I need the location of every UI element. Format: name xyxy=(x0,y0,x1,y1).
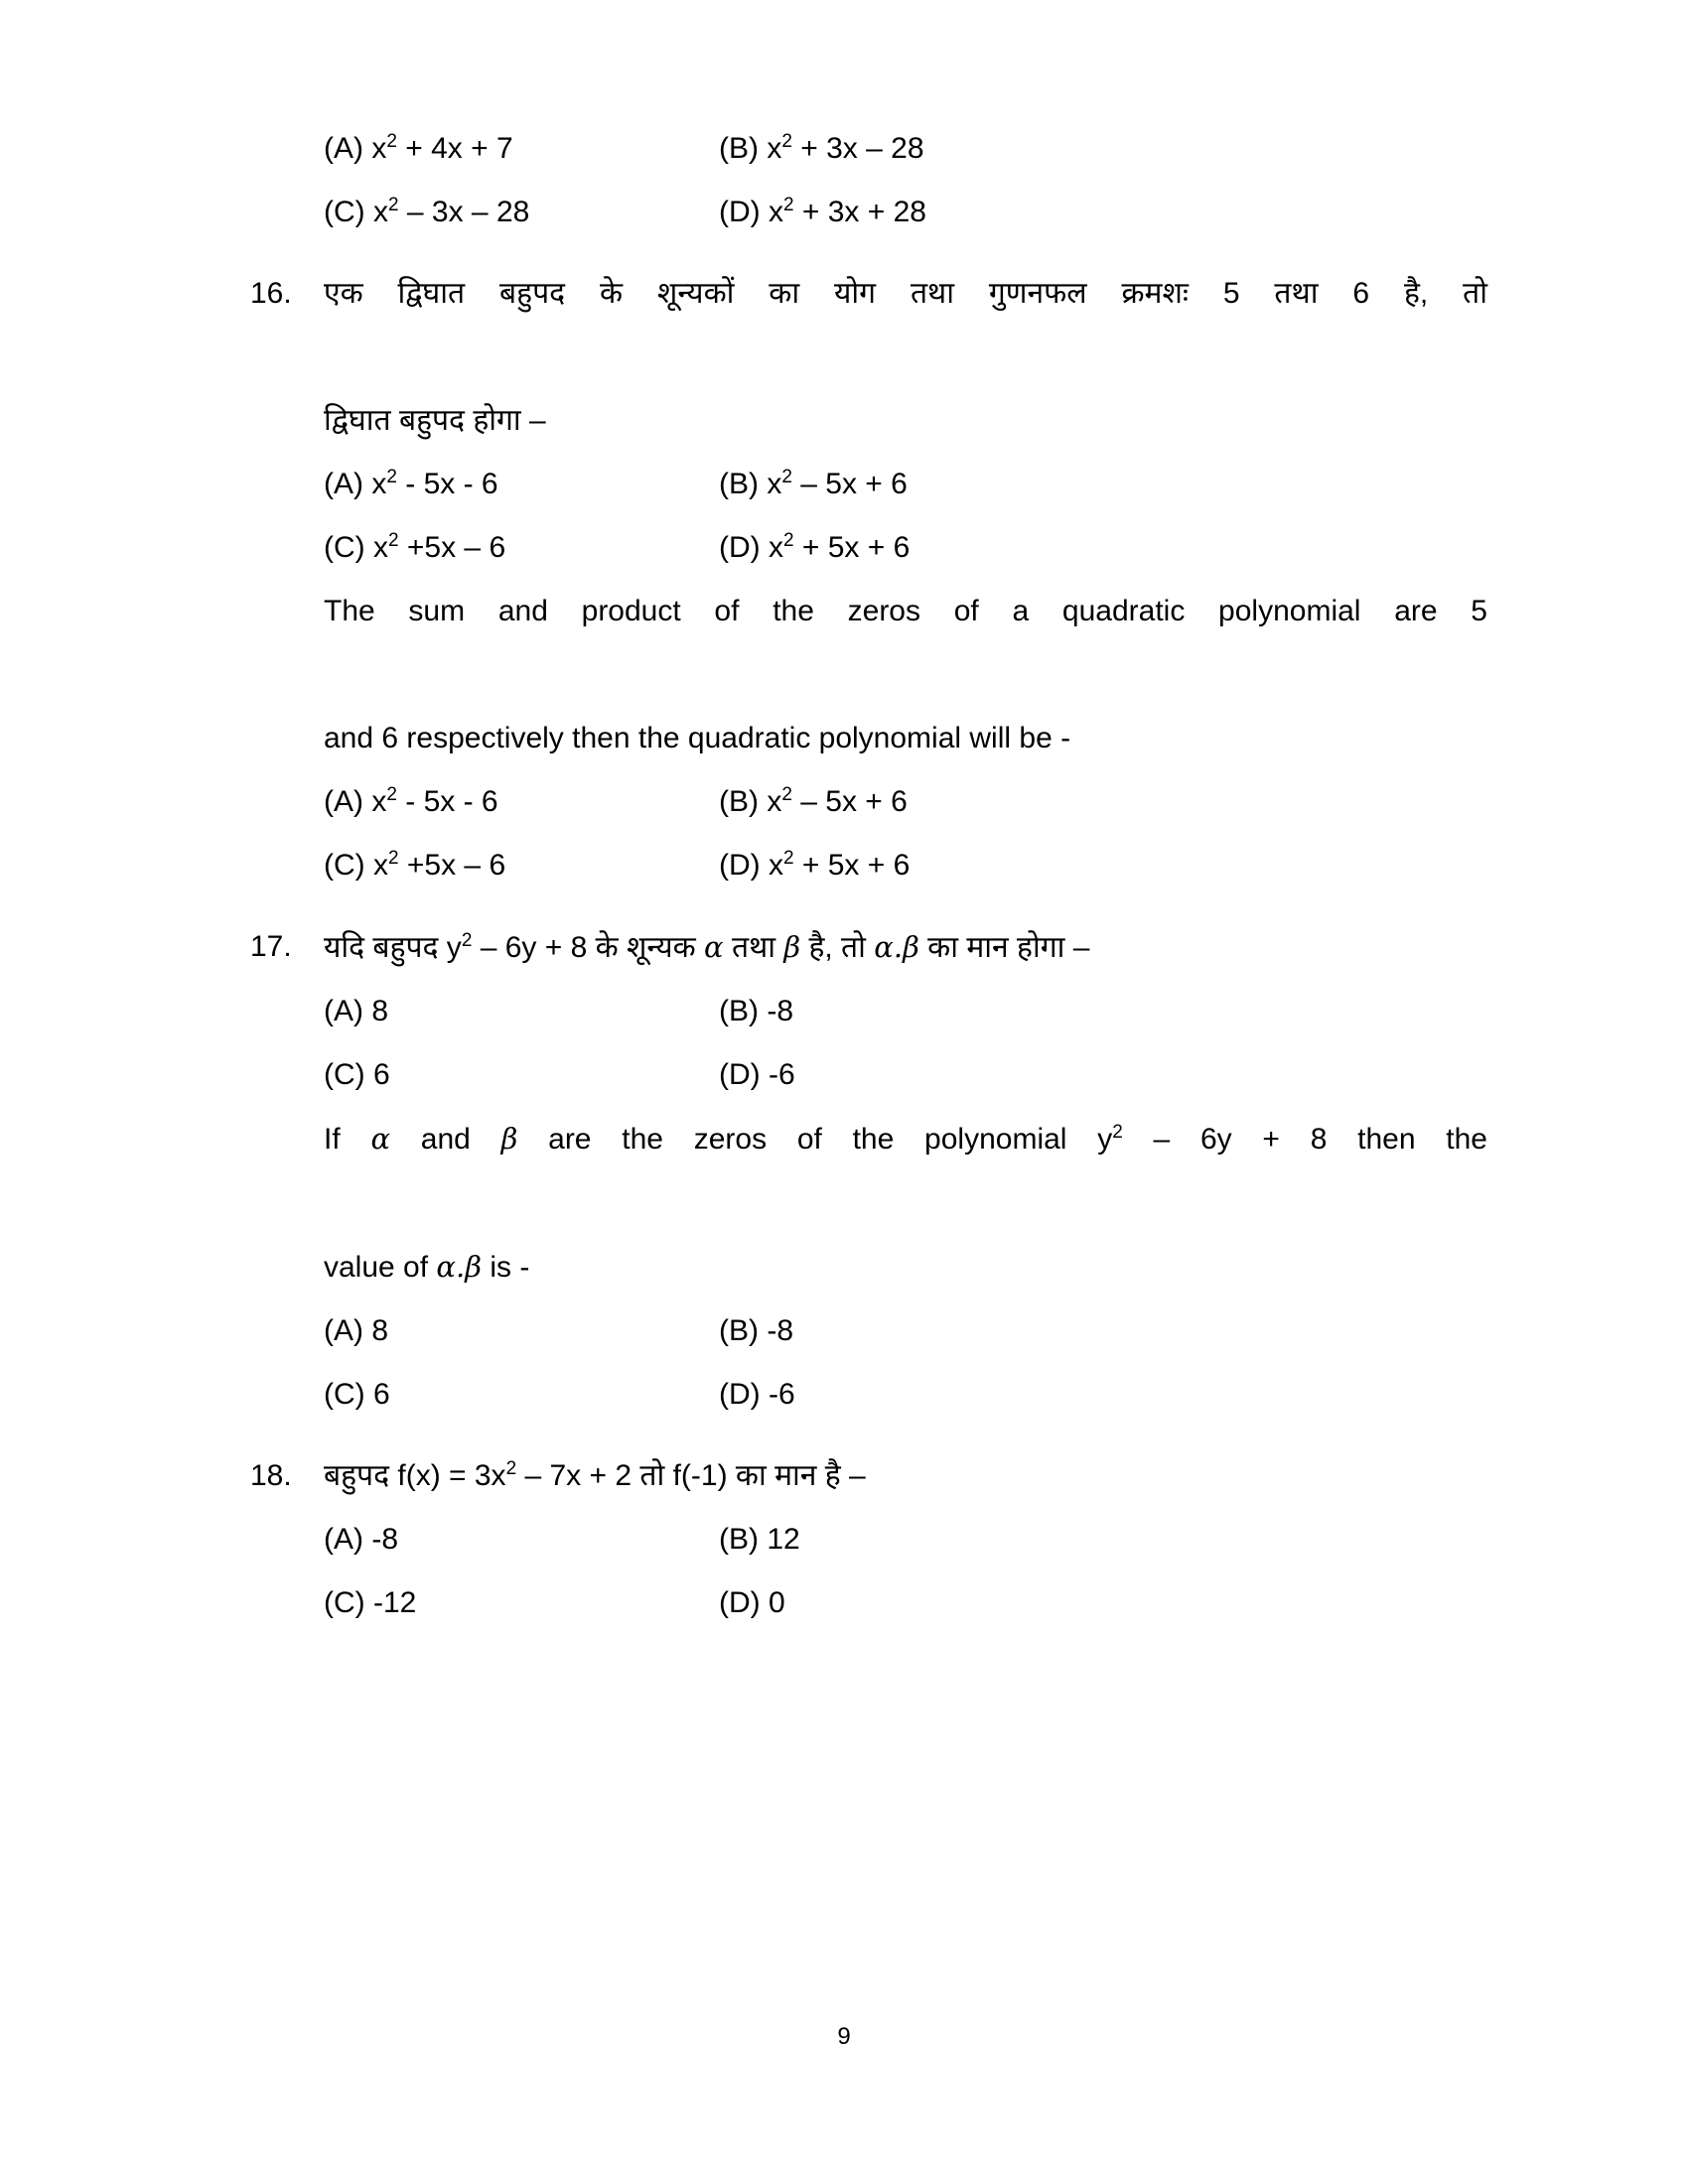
q16-en-option-b[interactable] xyxy=(719,770,1487,834)
alpha-symbol: α xyxy=(704,930,724,964)
question-16-english-line-1: The sum and product of the zeros of a quadratic polynomial are 5 xyxy=(324,595,1487,627)
alpha-beta-symbol: α.β xyxy=(436,1250,482,1284)
question-17-body xyxy=(324,915,1487,1427)
option-row xyxy=(324,117,1487,181)
question-17-english-line-1 xyxy=(324,1107,1487,1235)
q16-en-option-c[interactable] xyxy=(324,834,719,897)
option-rest: +5x – 6 xyxy=(398,531,506,564)
option-b[interactable] xyxy=(719,117,1487,181)
exponent: 2 xyxy=(781,131,792,152)
option-label: (C) x xyxy=(324,531,388,564)
question-17 xyxy=(246,915,1487,1427)
option-label: (A) x xyxy=(324,785,387,818)
option-label: (A) x xyxy=(324,468,387,500)
option-label: (B) x xyxy=(719,785,782,818)
q17-hi-option-c[interactable]: (C) 6 xyxy=(324,1058,390,1091)
alpha-beta-symbol: α.β xyxy=(874,930,919,964)
option-a-text: (A) x xyxy=(324,132,387,165)
q18-option-d[interactable]: (D) 0 xyxy=(719,1586,785,1619)
q17-hi-option-b[interactable]: (B) -8 xyxy=(719,995,793,1027)
option-row xyxy=(324,453,1487,516)
question-18-body xyxy=(324,1444,1487,1635)
text-segment: are the zeros of the polynomial y xyxy=(517,1123,1113,1156)
option-rest: - 5x - 6 xyxy=(396,468,498,500)
option-label: (D) x xyxy=(719,849,783,882)
option-row xyxy=(324,1508,1487,1571)
exponent: 2 xyxy=(781,467,792,487)
option-rest: - 5x - 6 xyxy=(396,785,498,818)
text-segment: is - xyxy=(482,1251,530,1284)
question-17-number: 17. xyxy=(250,930,292,963)
exponent: 2 xyxy=(782,195,794,215)
option-row xyxy=(324,1043,1487,1107)
q18-option-b[interactable]: (B) 12 xyxy=(719,1523,800,1556)
option-a[interactable] xyxy=(324,117,719,181)
page-content xyxy=(246,117,1487,1635)
option-rest: – 5x + 6 xyxy=(791,468,908,500)
text-segment: If xyxy=(324,1123,371,1156)
q18-option-c[interactable]: (C) -12 xyxy=(324,1586,417,1619)
text-segment: – 6y + 8 के शून्यक xyxy=(472,931,705,964)
option-c-rest: – 3x – 28 xyxy=(398,196,530,228)
option-c-text: (C) x xyxy=(324,196,388,228)
q16-hi-option-c[interactable] xyxy=(324,516,719,580)
text-segment: का मान होगा – xyxy=(918,931,1090,964)
question-16-hindi-line-1: एक द्विघात बहुपद के शून्यकों का योग तथा गुणनफल क्रमशः 5 तथा 6 है, तो xyxy=(324,277,1487,310)
text-segment: बहुपद f(x) = 3x xyxy=(324,1459,506,1492)
exponent: 2 xyxy=(386,467,397,487)
question-17-hindi-line xyxy=(324,915,1487,980)
q16-en-option-d[interactable] xyxy=(719,834,1487,897)
option-rest: + 5x + 6 xyxy=(793,849,911,882)
option-rest: + 5x + 6 xyxy=(793,531,911,564)
text-segment: – 6y + 8 then the xyxy=(1122,1123,1487,1156)
text-segment: यदि बहुपद y xyxy=(324,931,462,964)
option-d-rest: + 3x + 28 xyxy=(793,196,926,228)
question-18-hindi-line xyxy=(324,1444,1487,1508)
q17-hi-option-d[interactable]: (D) -6 xyxy=(719,1058,795,1091)
exponent: 2 xyxy=(461,930,473,951)
option-label: (D) x xyxy=(719,531,783,564)
option-row xyxy=(324,516,1487,580)
option-b-rest: + 3x – 28 xyxy=(791,132,924,165)
text-segment: and xyxy=(390,1123,501,1156)
option-row xyxy=(324,1299,1487,1363)
exponent: 2 xyxy=(781,784,792,805)
text-segment: तथा xyxy=(723,931,784,964)
question-18-number: 18. xyxy=(250,1459,292,1492)
text-segment: है, तो xyxy=(800,931,875,964)
question-16 xyxy=(246,262,1487,897)
option-row xyxy=(324,834,1487,897)
question-16-english-line-2: and 6 respectively then the quadratic polynomial will be - xyxy=(324,722,1071,754)
q17-en-option-b[interactable]: (B) -8 xyxy=(719,1314,793,1347)
question-18 xyxy=(246,1444,1487,1635)
q16-en-option-a[interactable] xyxy=(324,770,719,834)
q17-en-option-c[interactable]: (C) 6 xyxy=(324,1378,390,1411)
q16-hi-option-b[interactable] xyxy=(719,453,1487,516)
exponent: 2 xyxy=(387,195,399,215)
option-label: (B) x xyxy=(719,468,782,500)
q17-en-option-a[interactable]: (A) 8 xyxy=(324,1314,389,1347)
option-row xyxy=(324,181,1487,244)
q17-hi-option-a[interactable]: (A) 8 xyxy=(324,995,389,1027)
q16-hi-option-a[interactable] xyxy=(324,453,719,516)
option-d[interactable] xyxy=(719,181,1487,244)
exponent: 2 xyxy=(387,530,399,551)
exponent: 2 xyxy=(386,131,397,152)
exponent: 2 xyxy=(387,848,399,869)
option-a-rest: + 4x + 7 xyxy=(396,132,513,165)
text-segment: value of xyxy=(324,1251,437,1284)
exponent: 2 xyxy=(782,848,794,869)
option-b-text: (B) x xyxy=(719,132,782,165)
exponent: 2 xyxy=(782,530,794,551)
option-row xyxy=(324,770,1487,834)
option-row xyxy=(324,1363,1487,1427)
question-16-number: 16. xyxy=(250,277,292,310)
q17-en-option-d[interactable]: (D) -6 xyxy=(719,1378,795,1411)
option-rest: +5x – 6 xyxy=(398,849,506,882)
question-16-body xyxy=(324,262,1487,897)
question-16-hindi-line-2: द्विघात बहुपद होगा – xyxy=(324,404,546,437)
alpha-symbol: α xyxy=(370,1122,391,1156)
option-row xyxy=(324,1571,1487,1635)
text-segment: – 7x + 2 तो f(-1) का मान है – xyxy=(516,1459,866,1492)
carryover-options xyxy=(324,117,1487,244)
q16-hi-option-d[interactable] xyxy=(719,516,1487,580)
question-17-english-line-2 xyxy=(324,1235,1487,1299)
option-label: (C) x xyxy=(324,849,388,882)
exponent: 2 xyxy=(505,1458,517,1479)
exponent: 2 xyxy=(1112,1122,1123,1143)
beta-symbol: β xyxy=(783,930,801,964)
page-number: 9 xyxy=(837,2023,851,2050)
option-c[interactable] xyxy=(324,181,719,244)
exponent: 2 xyxy=(386,784,397,805)
option-rest: – 5x + 6 xyxy=(791,785,908,818)
option-d-text: (D) x xyxy=(719,196,783,228)
beta-symbol: β xyxy=(500,1122,518,1156)
q18-option-a[interactable]: (A) -8 xyxy=(324,1523,398,1556)
option-row xyxy=(324,980,1487,1043)
